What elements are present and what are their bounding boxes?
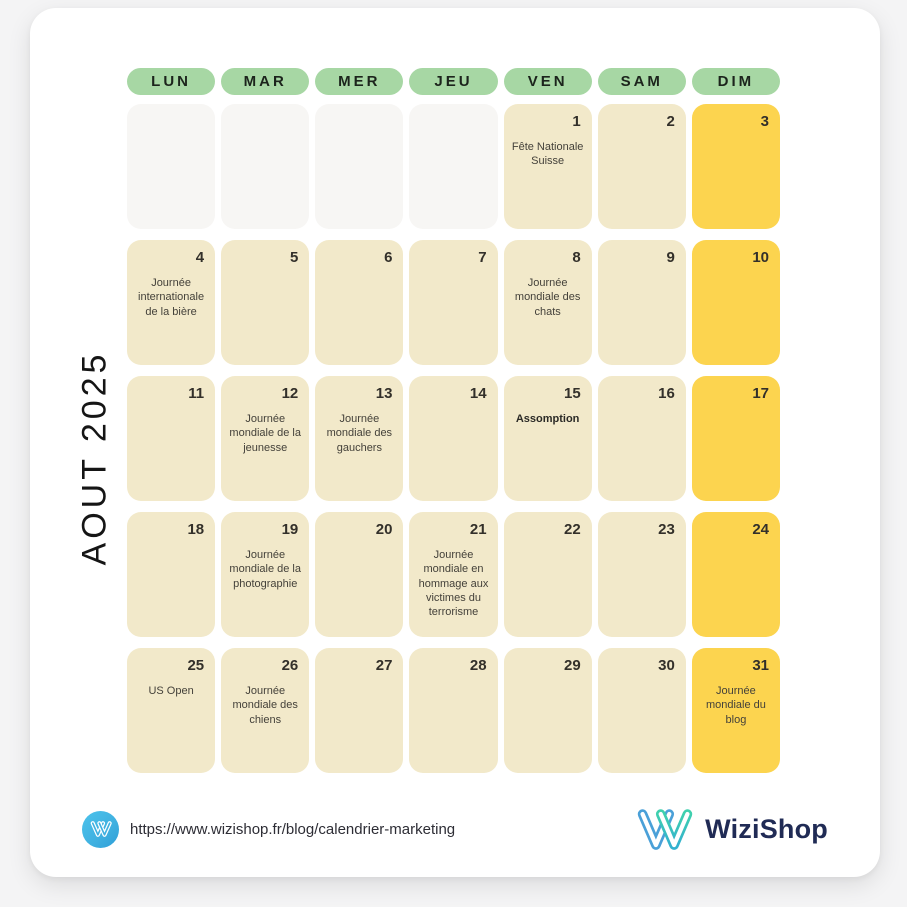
week-row <box>127 104 780 229</box>
event-label: Fête Nationale Suisse <box>511 141 584 168</box>
day-number: 15 <box>564 385 581 402</box>
day-number: 7 <box>478 249 487 266</box>
day-number: 22 <box>564 521 581 538</box>
day-number: 20 <box>375 521 393 538</box>
calendar-cell <box>692 512 780 637</box>
calendar-card <box>30 8 880 877</box>
calendar-cell <box>315 104 403 229</box>
calendar-cell <box>598 104 686 229</box>
calendar-cell <box>409 240 497 365</box>
day-number: 24 <box>752 521 769 538</box>
calendar-cell <box>504 104 592 229</box>
calendar-cell <box>409 104 497 229</box>
calendar-cell <box>315 240 403 365</box>
day-number: 31 <box>752 657 769 674</box>
calendar-cell <box>504 648 592 773</box>
wizishop-w-icon <box>634 803 696 855</box>
day-header: MAR <box>221 68 309 95</box>
day-number: 25 <box>187 657 205 674</box>
day-number: 4 <box>195 249 205 266</box>
day-header: LUN <box>127 68 215 95</box>
calendar-cell <box>315 648 403 773</box>
day-number: 29 <box>564 657 581 674</box>
event-label: US Open <box>148 685 194 697</box>
day-number: 8 <box>572 249 581 266</box>
calendar-cell <box>692 240 780 365</box>
day-number: 12 <box>281 385 299 402</box>
calendar-cell <box>127 376 215 501</box>
day-number: 6 <box>384 249 393 266</box>
calendar-cell <box>504 512 592 637</box>
calendar-cell <box>598 240 686 365</box>
calendar-cell <box>504 376 592 501</box>
week-row <box>127 240 780 365</box>
month-label: AOUT 2025 <box>75 350 114 566</box>
footer-source <box>82 811 455 848</box>
day-number: 19 <box>281 521 299 538</box>
event-label: Journée mondiale de la photographie <box>229 549 301 590</box>
event-label: Journée mondiale des chiens <box>232 685 298 726</box>
day-number: 9 <box>666 249 675 266</box>
calendar-cell <box>127 512 215 637</box>
calendar-cell <box>692 376 780 501</box>
event-label: Journée mondiale des chats <box>514 277 581 318</box>
wizishop-badge <box>82 811 119 848</box>
weeks <box>127 104 780 773</box>
calendar-cell <box>692 648 780 773</box>
event-label: Journée mondiale des gauchers <box>326 413 393 454</box>
calendar-cell <box>504 240 592 365</box>
calendar-cell <box>127 648 215 773</box>
source-url: https://www.wizishop.fr/blog/calendrier-marketing <box>130 820 456 838</box>
calendar-cell <box>221 104 309 229</box>
calendar-cell <box>409 376 497 501</box>
calendar-grid <box>127 68 780 784</box>
calendar-cell <box>127 104 215 229</box>
calendar-cell <box>692 104 780 229</box>
day-number: 1 <box>572 113 581 130</box>
day-header: DIM <box>692 68 780 95</box>
brand-logo <box>634 803 828 855</box>
day-number: 16 <box>658 385 675 402</box>
calendar-cell <box>315 376 403 501</box>
day-number: 28 <box>469 657 487 674</box>
calendar-cell <box>221 376 309 501</box>
calendar-cell <box>598 512 686 637</box>
week-row <box>127 648 780 773</box>
week-row <box>127 512 780 637</box>
day-number: 11 <box>188 385 205 402</box>
calendar-cell <box>221 648 309 773</box>
day-number: 10 <box>752 249 769 266</box>
day-number: 14 <box>469 385 487 402</box>
event-label: Journée internationale de la bière <box>138 277 205 318</box>
calendar-cell <box>598 648 686 773</box>
event-label: Journée mondiale de la jeunesse <box>229 413 301 454</box>
day-number: 27 <box>375 657 393 674</box>
day-number: 5 <box>289 249 299 266</box>
day-header: JEU <box>409 68 497 95</box>
week-row <box>127 376 780 501</box>
day-header: MER <box>315 68 403 95</box>
day-header-row <box>127 68 780 95</box>
day-header: VEN <box>504 68 592 95</box>
wizishop-w-icon <box>89 819 113 839</box>
day-number: 13 <box>375 385 393 402</box>
calendar-cell <box>598 376 686 501</box>
calendar-cell <box>409 512 497 637</box>
calendar-cell <box>127 240 215 365</box>
day-number: 2 <box>666 113 675 130</box>
day-number: 21 <box>469 521 487 538</box>
day-number: 17 <box>752 385 769 402</box>
event-label: Journée mondiale du blog <box>705 685 766 726</box>
event-label: Journée mondiale en hommage aux victimes du terrorisme <box>418 549 489 619</box>
calendar-cell <box>221 240 309 365</box>
day-number: 26 <box>281 657 299 674</box>
event-label: Assomption <box>515 413 580 425</box>
calendar-cell <box>315 512 403 637</box>
day-header: SAM <box>598 68 686 95</box>
day-number: 23 <box>658 521 675 538</box>
day-number: 3 <box>760 113 769 130</box>
footer <box>82 798 828 860</box>
day-number: 30 <box>658 657 675 674</box>
calendar-cell <box>221 512 309 637</box>
day-number: 18 <box>187 521 205 538</box>
calendar-cell <box>409 648 497 773</box>
brand-name: WiziShop <box>705 813 828 844</box>
